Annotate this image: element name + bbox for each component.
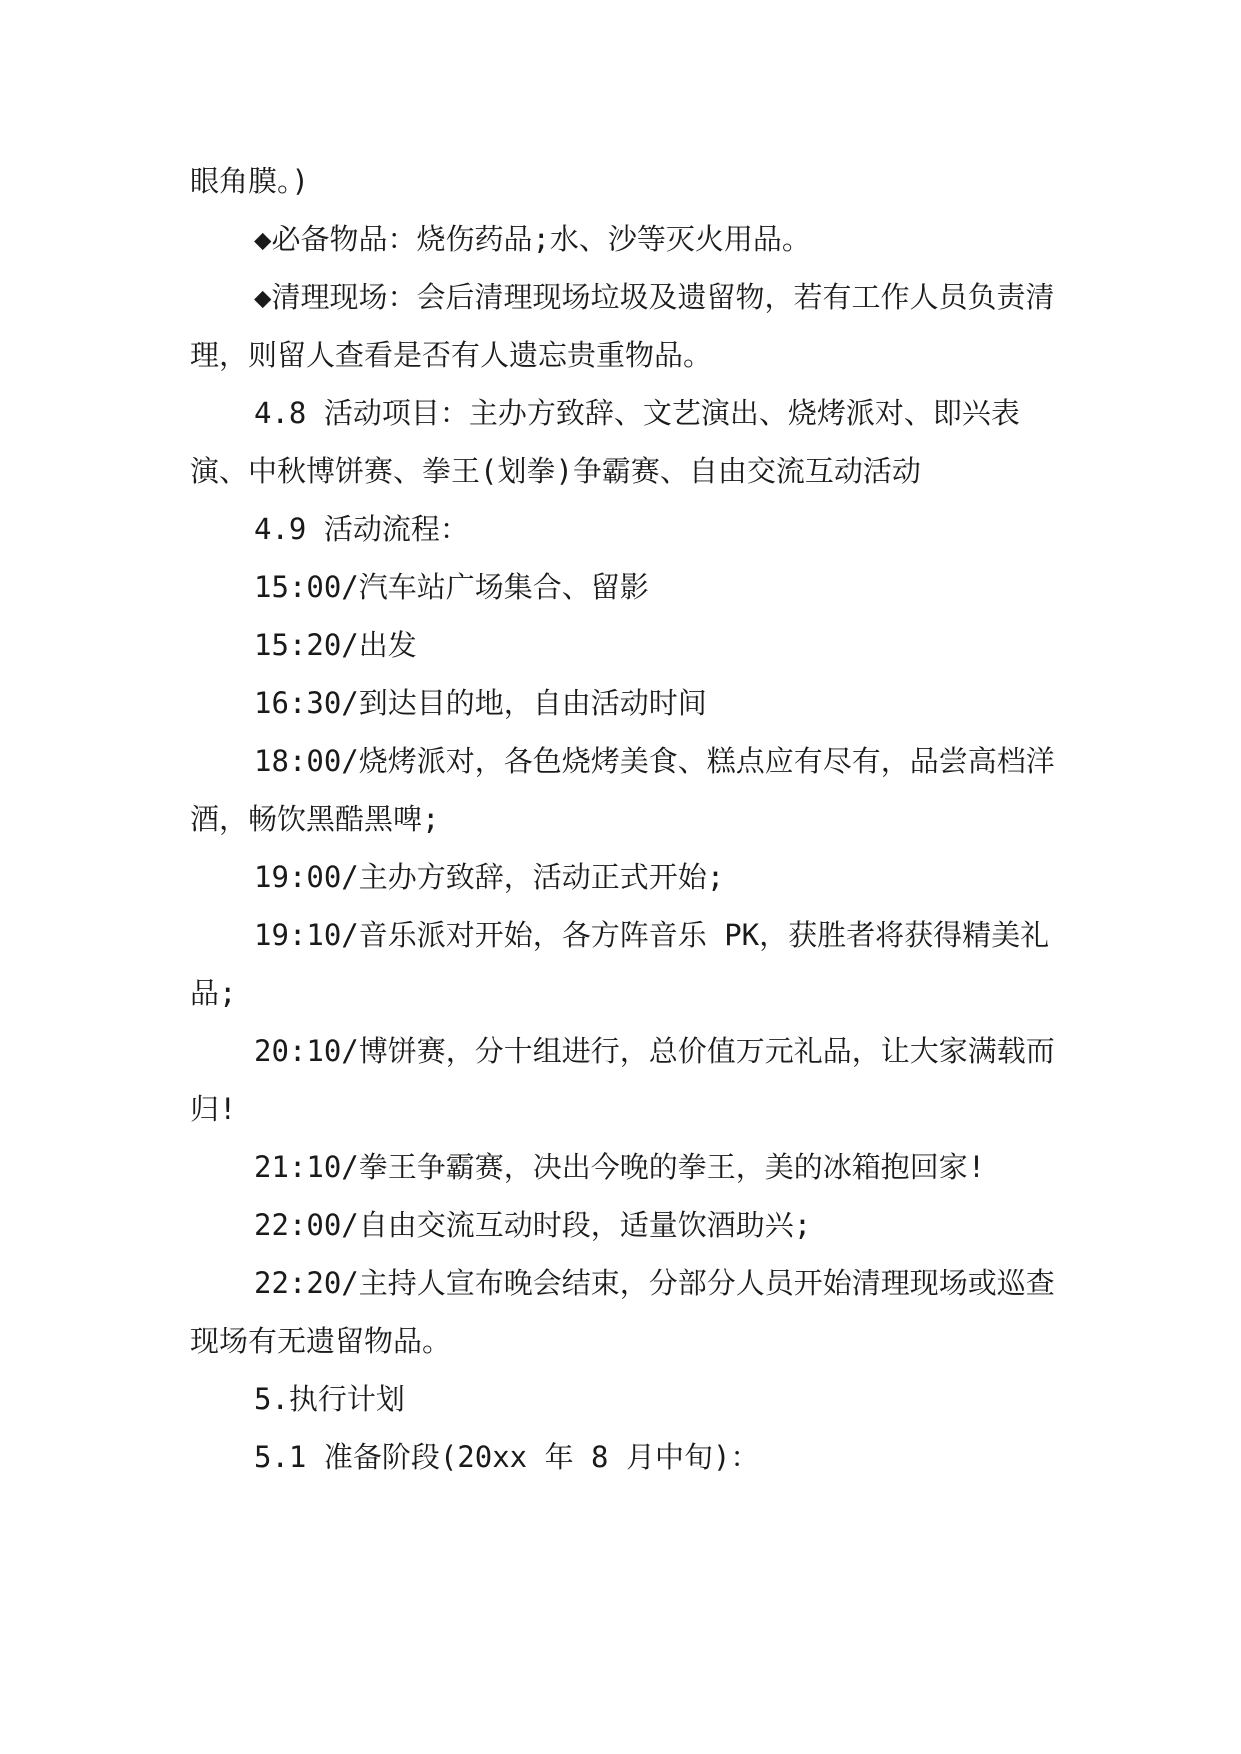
- paragraph-4: 4.8 活动项目：主办方致辞、文艺演出、烧烤派对、即兴表演、中秋博饼赛、拳王(划拳)争霸赛、自由交流互动活动: [190, 396, 1020, 488]
- paragraph-10: 19:00/主办方致辞，活动正式开始;: [254, 860, 725, 894]
- paragraph-1: 眼角膜。): [190, 164, 309, 198]
- paragraph-15: 22:20/主持人宣布晚会结束，分部分人员开始清理现场或巡查现场有无遗留物品。: [190, 1266, 1055, 1358]
- paragraph-2: ◆必备物品：烧伤药品;水、沙等灭火用品。: [254, 222, 811, 256]
- paragraph-9: 18:00/烧烤派对，各色烧烤美食、糕点应有尽有，品尝高档洋酒，畅饮黑酷黑啤;: [190, 744, 1055, 836]
- paragraph-7: 15:20/出发: [254, 628, 417, 662]
- paragraph-16: 5.执行计划: [254, 1382, 405, 1416]
- paragraph-6: 15:00/汽车站广场集合、留影: [254, 570, 649, 604]
- paragraph-8: 16:30/到达目的地，自由活动时间: [254, 686, 707, 720]
- paragraph-12: 20:10/博饼赛，分十组进行，总价值万元礼品，让大家满载而归!: [190, 1034, 1055, 1126]
- paragraph-13: 21:10/拳王争霸赛，决出今晚的拳王，美的冰箱抱回家!: [254, 1150, 986, 1184]
- paragraph-3: ◆清理现场：会后清理现场垃圾及遗留物，若有工作人员负责清理，则留人查看是否有人遗忘贵重物品。: [190, 280, 1055, 372]
- document-body: [190, 152, 1060, 1486]
- paragraph-11: 19:10/音乐派对开始，各方阵音乐 PK，获胜者将获得精美礼品;: [190, 918, 1050, 1010]
- paragraph-14: 22:00/自由交流互动时段，适量饮酒助兴;: [254, 1208, 812, 1242]
- paragraph-5: 4.9 活动流程：: [254, 512, 469, 546]
- paragraph-17: 5.1 准备阶段(20xx 年 8 月中旬)：: [254, 1440, 760, 1474]
